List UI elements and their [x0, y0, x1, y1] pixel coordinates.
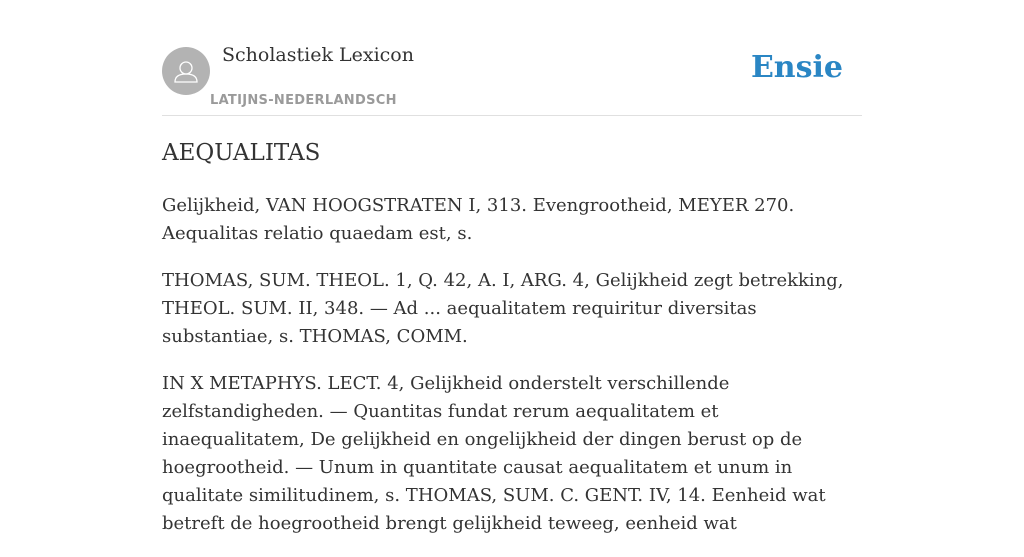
entry-paragraph: Gelijkheid, VAN HOOGSTRATEN I, 313. Evengrootheid, MEYER 270. Aequalitas relatio quaedam est, s.: [162, 195, 795, 244]
user-avatar-icon[interactable]: [162, 47, 210, 95]
page: [162, 0, 862, 534]
entry-paragraph: THOMAS, SUM. THEOL. 1, Q. 42, A. I, ARG. 4, Gelijkheid zegt betrekking, THEOL. SUM. II, 348. — Ad ... aequalitatem requiritur diversitas substantiae, s. THOMAS, COMM.: [162, 270, 844, 347]
site-name[interactable]: Scholastiek Lexicon: [222, 44, 414, 66]
site-subtitle: LATIJNS-NEDERLANDSCH: [210, 93, 397, 108]
entry-content: [162, 192, 862, 557]
entry-title: AEQUALITAS: [162, 140, 321, 166]
entry-paragraph: IN X METAPHYS. LECT. 4, Gelijkheid onderstelt verschillende zelfstandigheden. — Quantitas fundat rerum aequalitatem et inaequalitatem, De gelijkheid en ongelijkheid der dingen berust op de hoegrootheid. — Unum in quantitate causat aequalitatem et unum in qualitate similitudinem, s. THOMAS, SUM. C. GENT. IV, 14. Eenheid wat betreft de hoegrootheid brengt gelijkheid teweeg, eenheid wat: [162, 373, 826, 534]
brand-logo[interactable]: Ensie: [750, 50, 843, 85]
header: [162, 0, 862, 116]
